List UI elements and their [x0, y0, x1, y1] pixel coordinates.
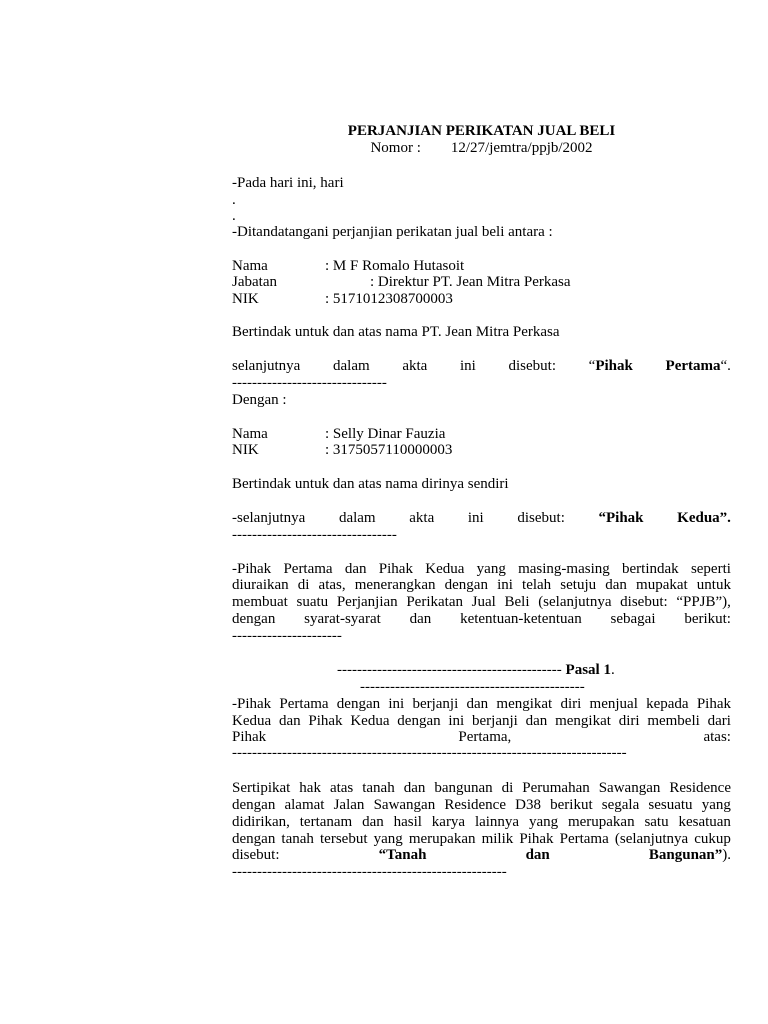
word: disebut:: [508, 358, 556, 374]
word: mupakat: [636, 577, 688, 593]
word: masing-masing: [518, 561, 610, 577]
nomor-label: Nomor :: [370, 140, 421, 156]
word: disebut:: [620, 594, 668, 610]
word: dengan: [397, 713, 441, 729]
word: syarat-syarat: [304, 611, 381, 627]
word: dalam: [333, 358, 370, 374]
word: dan: [466, 696, 489, 712]
intro-line-2: -Ditandatangani perjanjian perikatan jual beli antara :: [232, 224, 553, 240]
word: tersebut: [320, 831, 368, 847]
word: Kedua: [350, 713, 390, 729]
word: hak: [299, 780, 321, 796]
alias-bold: Pihak: [595, 358, 633, 374]
word: dan: [344, 561, 367, 577]
party2-nama-value: : Selly Dinar Fauzia: [325, 426, 446, 442]
word: karya: [431, 814, 466, 830]
word: Beli: [504, 594, 530, 610]
word: segala: [601, 797, 640, 813]
word: dengan: [444, 577, 488, 593]
word: diri: [618, 713, 640, 729]
party1-alias-part1: [589, 358, 633, 375]
party2-nama-label: Nama: [232, 426, 268, 442]
word: lainnya: [474, 814, 520, 830]
nomor-value: 12/27/jemtra/ppjb/2002: [450, 140, 593, 156]
word: alamat: [284, 797, 325, 813]
word: Perumahan: [522, 780, 590, 796]
pasal1-line-3: [232, 729, 731, 746]
party2-acting: Bertindak untuk dan atas nama dirinya sendiri: [232, 476, 509, 492]
party1-jabatan-value: : Direktur PT. Jean Mitra Perkasa: [370, 274, 571, 290]
word: dalam: [338, 510, 376, 526]
word: di: [297, 577, 310, 593]
party2-nik-value: : 3175057110000003: [325, 442, 453, 458]
word: Pertama: [559, 831, 609, 847]
word: Kedua: [425, 561, 465, 577]
party2-dashes: ---------------------------------: [232, 527, 397, 543]
party1-acting: Bertindak untuk dan atas nama PT. Jean Mitra Perkasa: [232, 324, 560, 340]
party1-nama-label: Nama: [232, 258, 268, 274]
word: Pihak: [696, 696, 731, 712]
word: akta: [402, 358, 428, 374]
object-line-4: [232, 831, 731, 848]
word: Residence: [444, 797, 506, 813]
word: Pertama: [283, 561, 333, 577]
recital-line-4: [232, 611, 731, 628]
word: Pihak: [519, 831, 554, 847]
word: Perjanjian: [336, 594, 398, 610]
party1-reference-line: [232, 358, 731, 375]
word: dengan: [232, 611, 276, 627]
word: (selanjutnya: [538, 594, 612, 610]
word: berjanji: [412, 696, 459, 712]
word: selanjutnya: [232, 358, 301, 374]
alias-bold: Bangunan”: [648, 847, 723, 863]
party2-nik-label: NIK: [232, 442, 259, 458]
pasal1-heading: [337, 662, 615, 679]
word: “PPJB”),: [676, 594, 731, 610]
word: Jual: [471, 594, 496, 610]
word: disebut:: [517, 510, 565, 526]
alias-bold: Pertama: [665, 358, 721, 374]
party1-dashes: -------------------------------: [232, 375, 387, 391]
word: Pihak: [232, 729, 267, 745]
word: akta: [409, 510, 435, 526]
word: mengikat: [496, 696, 553, 712]
word: bangunan: [434, 780, 493, 796]
word: suatu: [296, 594, 329, 610]
word: di: [501, 780, 514, 796]
word: dan: [605, 577, 627, 593]
word: seperti: [690, 561, 731, 577]
party1-nama-value: : M F Romalo Hutasoit: [325, 258, 465, 274]
word: berikut: [550, 797, 593, 813]
party1-nik-label: NIK: [232, 291, 259, 307]
word: dan: [525, 713, 548, 729]
word: D38: [515, 797, 541, 813]
word: dengan: [336, 696, 381, 712]
word: cukup: [694, 831, 731, 847]
word: dari: [707, 713, 731, 729]
word: diri: [560, 696, 582, 712]
word: Sertipikat: [232, 780, 291, 796]
quote-open: “: [588, 358, 596, 374]
word: Sawangan: [373, 797, 436, 813]
word: atas: [329, 780, 354, 796]
word: ini: [448, 713, 465, 729]
heading-dashes: ---------------------------------------------: [337, 662, 562, 678]
title-text: PERJANJIAN PERIKATAN JUAL BELI: [347, 123, 616, 139]
object-line-3: [232, 814, 731, 831]
word: kepada: [646, 696, 689, 712]
word: Pihak: [308, 713, 343, 729]
word: dan: [362, 814, 384, 830]
heading-dot: .: [610, 662, 615, 678]
object-line-2: [232, 797, 731, 814]
pasal1-title: Pasal 1: [565, 662, 611, 678]
word: setuju: [560, 577, 597, 593]
word: didirikan,: [232, 814, 290, 830]
word: Pertama: [279, 696, 329, 712]
word: membeli: [647, 713, 700, 729]
word: tertanam: [299, 814, 353, 830]
word: ketentuan-ketentuan: [460, 611, 582, 627]
word: -Pihak: [232, 696, 272, 712]
word: Kedua: [232, 713, 272, 729]
document-number: [232, 140, 731, 157]
word: ini: [459, 358, 476, 374]
word: Perikatan: [406, 594, 463, 610]
word: diuraikan: [232, 577, 289, 593]
word: berjanji: [472, 713, 518, 729]
recital-line-3: [232, 594, 731, 611]
recital-line-2: [232, 577, 731, 594]
word: yang: [476, 561, 506, 577]
document-title: [232, 123, 731, 140]
word: merupakan: [408, 831, 476, 847]
word: sebagai: [610, 611, 656, 627]
alias-end: [649, 847, 731, 864]
recital-line-1: [232, 561, 731, 578]
word: milik: [481, 831, 514, 847]
pasal1-line-2: [232, 713, 731, 730]
word: -selanjutnya: [232, 510, 306, 526]
word: dan: [403, 780, 426, 796]
object-line-1: [232, 780, 731, 797]
alias-bold: “Tanah: [378, 847, 427, 863]
party1-alias-part2: [666, 358, 731, 375]
word: dengan: [232, 797, 276, 813]
word: tanah: [362, 780, 395, 796]
word: dan: [409, 611, 432, 627]
word: berikut:: [684, 611, 731, 627]
word: Pertama,: [458, 729, 512, 745]
party2-alias-part2: Kedua”.: [677, 510, 731, 526]
word: telah: [522, 577, 552, 593]
word: kesatuan: [678, 814, 731, 830]
word: Residence: [669, 780, 731, 796]
quote-close: “.: [720, 358, 731, 374]
word: atas:: [703, 729, 731, 745]
dengan-label: Dengan :: [232, 392, 287, 408]
object-dashes: -------------------------------------------------------: [232, 864, 507, 880]
object-line-5: [232, 847, 731, 864]
intro-dot-2: .: [232, 208, 236, 224]
word: yang: [701, 797, 731, 813]
word: (selanjutnya: [614, 831, 689, 847]
word: Sawangan: [598, 780, 661, 796]
party2-alias-part1: “Pihak: [598, 510, 644, 526]
word: -Pihak: [232, 561, 272, 577]
word: merupakan: [567, 814, 635, 830]
word: atas,: [318, 577, 346, 593]
word: menjual: [589, 696, 638, 712]
word: ini: [467, 510, 484, 526]
party1-jabatan-label: Jabatan: [232, 274, 277, 290]
word: disebut:: [232, 847, 280, 863]
word: menerangkan: [354, 577, 436, 593]
pasal1-end-dashes: -------------------------------------------------------------------------------: [232, 745, 627, 761]
word: Pihak: [378, 561, 413, 577]
word: yang: [373, 831, 403, 847]
word: dan: [278, 713, 301, 729]
word: membuat: [232, 594, 288, 610]
party2-reference-line: [232, 510, 731, 527]
intro-line-1: -Pada hari ini, hari: [232, 175, 344, 191]
word: sesuatu: [648, 797, 693, 813]
pasal1-line-1: [232, 696, 731, 713]
punct: ).: [722, 847, 731, 863]
word: dengan: [232, 831, 276, 847]
alias-bold: dan: [525, 847, 550, 863]
word: Jalan: [333, 797, 365, 813]
party1-nik-value: : 5171012308700003: [325, 291, 453, 307]
recital-dashes: ----------------------: [232, 628, 342, 644]
word: bertindak: [622, 561, 679, 577]
word: mengikat: [555, 713, 611, 729]
word: ini: [497, 577, 513, 593]
intro-dot-1: .: [232, 192, 236, 208]
word: satu: [644, 814, 669, 830]
pasal1-underline-dashes: ---------------------------------------------: [360, 679, 585, 695]
word: yang: [528, 814, 559, 830]
word: untuk: [696, 577, 731, 593]
word: hasil: [393, 814, 422, 830]
word: ini: [388, 696, 405, 712]
word: tanah: [281, 831, 314, 847]
